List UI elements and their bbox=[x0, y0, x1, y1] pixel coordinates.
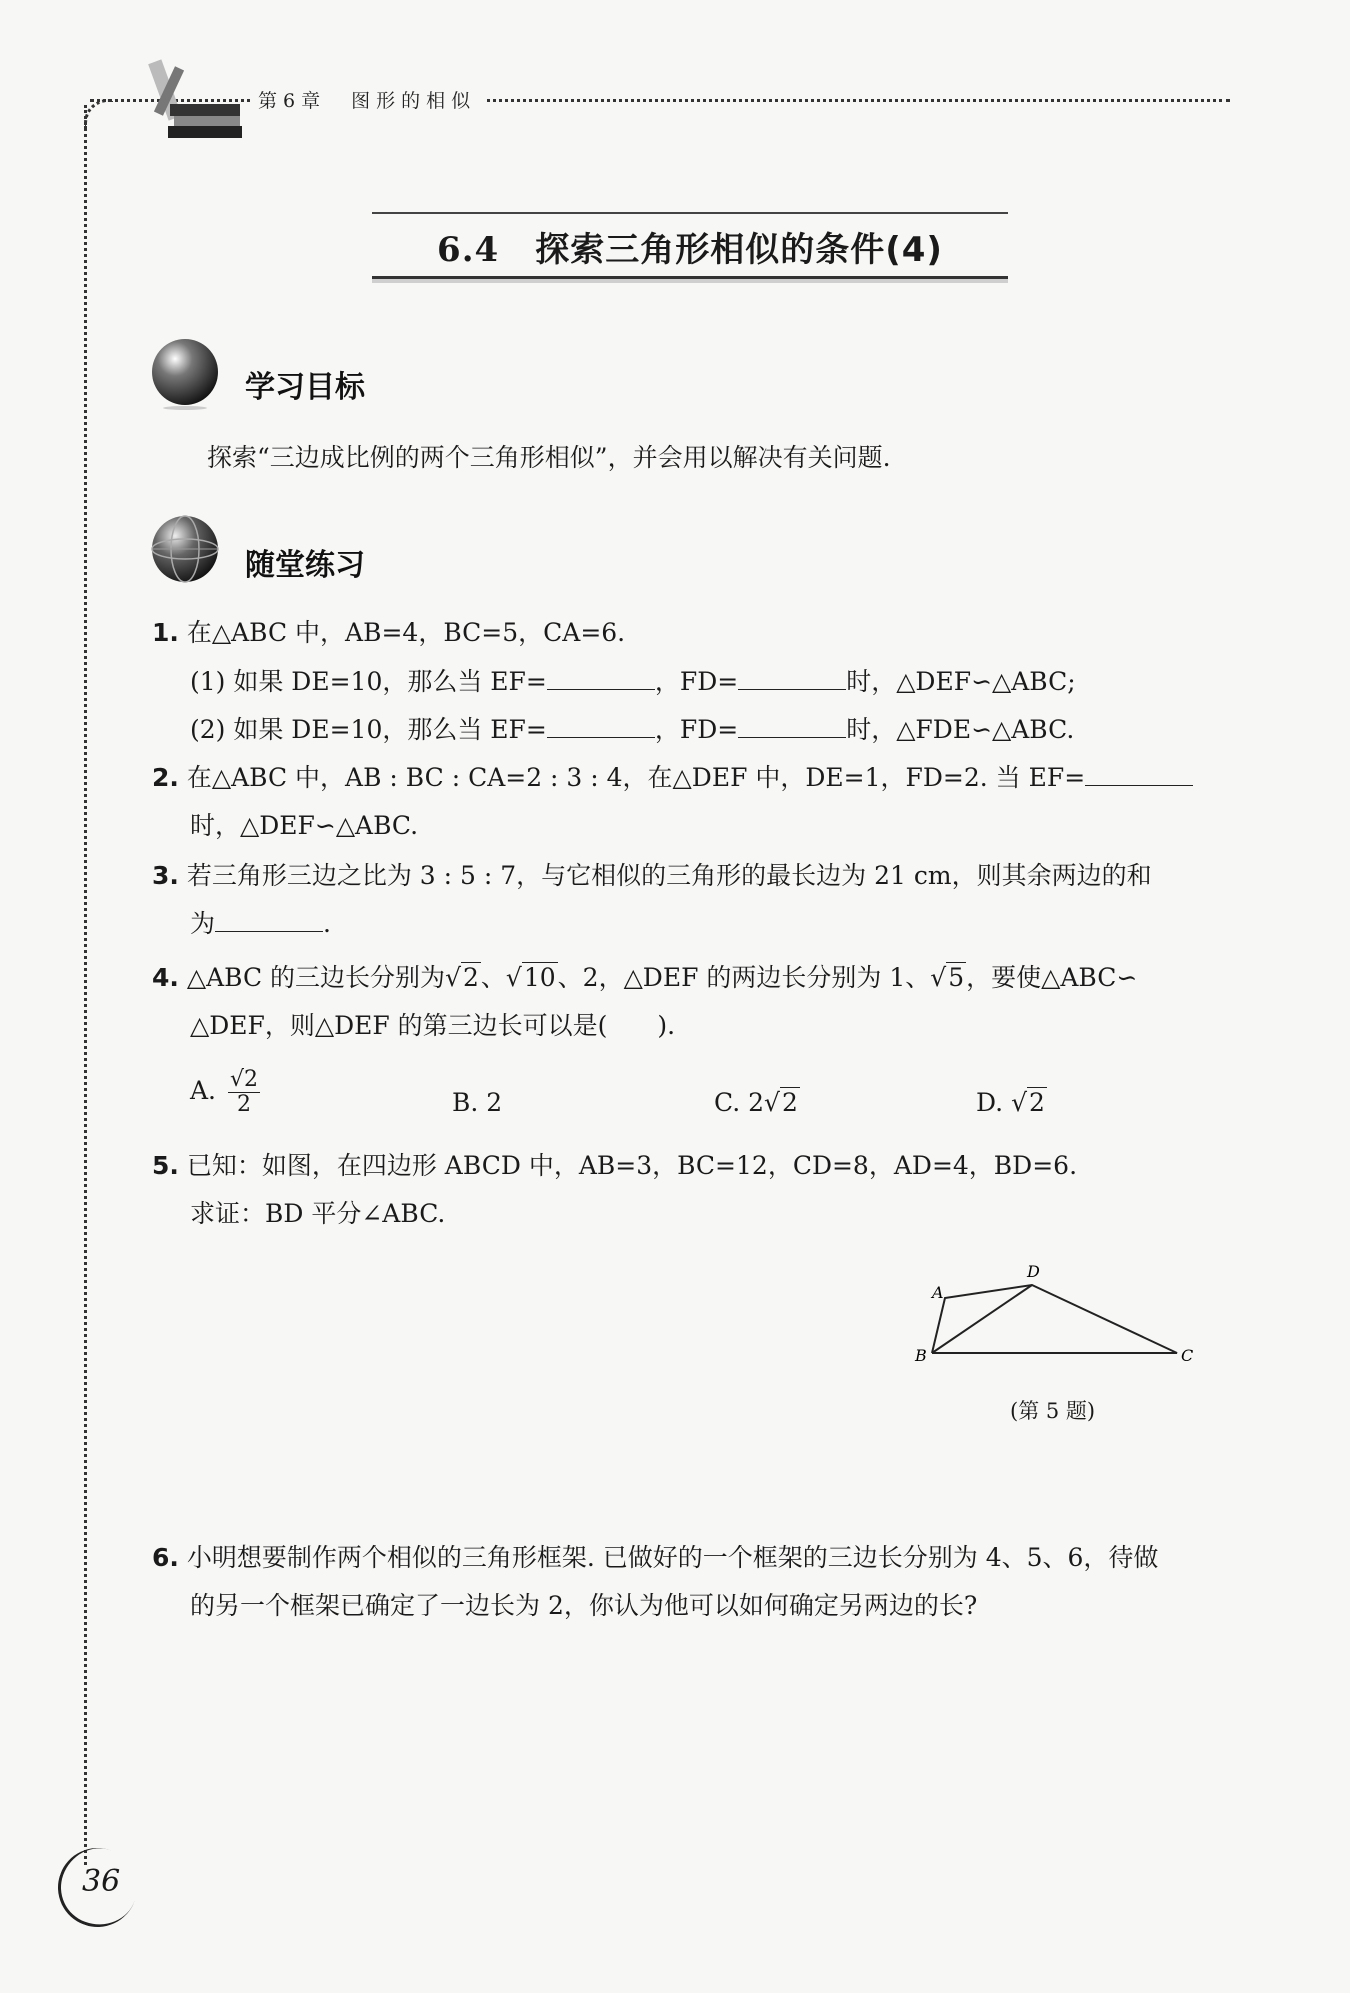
option-d[interactable] bbox=[976, 1088, 1047, 1117]
book-stack-icon bbox=[140, 56, 250, 142]
question-4-number: 4. bbox=[152, 963, 179, 992]
quadrilateral-figure bbox=[905, 1255, 1205, 1375]
title-top-rule bbox=[372, 212, 1008, 214]
sqrt-symbol: √5 bbox=[930, 963, 965, 992]
radicand: 2 bbox=[1029, 1088, 1045, 1117]
question-4-line-1 bbox=[152, 960, 1137, 995]
radicand: 5 bbox=[948, 963, 965, 992]
q1-part2-text-b: ，FD= bbox=[654, 715, 739, 744]
answer-blank[interactable] bbox=[547, 715, 655, 738]
q1-part1-text-c: 时，△DEF∽△ABC; bbox=[846, 667, 1076, 696]
vertex-label-a: A bbox=[932, 1283, 944, 1302]
option-b-label: B. bbox=[452, 1088, 479, 1117]
question-3-number: 3. bbox=[152, 861, 179, 890]
option-a[interactable] bbox=[190, 1068, 260, 1117]
vertex-label-c: C bbox=[1181, 1346, 1194, 1365]
sqrt-symbol: √2 bbox=[1011, 1088, 1045, 1117]
option-c[interactable] bbox=[714, 1088, 800, 1117]
section-title bbox=[372, 222, 1008, 271]
q1-part1-text-b: ，FD= bbox=[654, 667, 739, 696]
option-c-label: C. bbox=[714, 1088, 741, 1117]
header-corner-border bbox=[84, 99, 113, 128]
question-2-number: 2. bbox=[152, 763, 179, 792]
title-shadow bbox=[372, 279, 1008, 283]
radicand: 2 bbox=[781, 1088, 798, 1117]
answer-blank[interactable] bbox=[738, 667, 846, 690]
option-a-label: A. bbox=[190, 1076, 217, 1106]
side-dotted-rule bbox=[84, 105, 87, 1865]
question-5-line-1 bbox=[152, 1148, 1077, 1183]
q3-text-b: . bbox=[323, 909, 331, 938]
question-2-line-1 bbox=[152, 760, 1193, 795]
question-6-number: 6. bbox=[152, 1543, 179, 1572]
q4-text-b: 、2，△DEF 的两边长分别为 1、 bbox=[557, 963, 931, 992]
figure-caption: (第 5 题) bbox=[1010, 1399, 1096, 1423]
question-1-part-2 bbox=[190, 712, 1074, 747]
chapter-title: 第6章 图形的相似 bbox=[250, 86, 484, 113]
objectives-heading: 学习目标 bbox=[245, 370, 365, 405]
question-1-text: 在△ABC 中，AB=4，BC=5，CA=6. bbox=[186, 618, 626, 647]
option-d-label: D. bbox=[976, 1088, 1004, 1117]
answer-blank[interactable] bbox=[215, 909, 323, 932]
question-1-part-1 bbox=[190, 664, 1076, 699]
question-1-number: 1. bbox=[152, 618, 179, 647]
question-5-text: 已知：如图，在四边形 ABCD 中，AB=3，BC=12，CD=8，AD=4，BD=6. bbox=[186, 1151, 1078, 1180]
practice-heading: 随堂练习 bbox=[245, 548, 365, 583]
question-6-line-1 bbox=[152, 1540, 1158, 1575]
radicand: 2 bbox=[244, 1067, 258, 1092]
section-number: 6.4 bbox=[437, 230, 500, 270]
vertex-label-d: D bbox=[1027, 1262, 1040, 1281]
q3-text-a: 为 bbox=[190, 909, 216, 938]
answer-blank[interactable] bbox=[547, 667, 655, 690]
q4-text-c: ，要使△ABC∽ bbox=[966, 963, 1138, 992]
question-2-text: 在△ABC 中，AB : BC : CA=2 : 3 : 4，在△DEF 中，DE=1，FD=2. 当 EF= bbox=[186, 763, 1086, 792]
diagonal-bd bbox=[932, 1285, 1032, 1353]
q1-part1-text-a: (1) 如果 DE=10，那么当 EF= bbox=[190, 667, 547, 696]
question-5-number: 5. bbox=[152, 1151, 179, 1180]
radicand: 10 bbox=[523, 963, 556, 992]
question-6-text: 小明想要制作两个相似的三角形框架. 已做好的一个框架的三边长分别为 4、5、6，待做 bbox=[186, 1543, 1159, 1572]
sqrt-symbol: √10 bbox=[505, 963, 556, 992]
question-4-line-2: △DEF，则△DEF 的第三边长可以是( ). bbox=[190, 1011, 676, 1040]
sqrt-symbol: √2 bbox=[764, 1088, 798, 1117]
q1-part2-text-c: 时，△FDE∽△ABC. bbox=[846, 715, 1075, 744]
answer-blank[interactable] bbox=[1085, 763, 1193, 786]
option-b[interactable] bbox=[452, 1088, 502, 1117]
page-number: 36 bbox=[82, 1864, 121, 1899]
question-2-line-2: 时，△DEF∽△ABC. bbox=[190, 811, 419, 840]
question-5-line-2: 求证：BD 平分∠ABC. bbox=[190, 1199, 446, 1228]
section-title-text: 探索三角形相似的条件(4) bbox=[535, 230, 943, 270]
q4-separator: 、 bbox=[480, 963, 506, 992]
answer-blank[interactable] bbox=[738, 715, 846, 738]
globe-icon bbox=[150, 515, 220, 587]
fraction-numerator: √2 bbox=[229, 1067, 258, 1092]
question-3-line-2 bbox=[190, 906, 331, 941]
radicand: 2 bbox=[463, 963, 479, 992]
q4-text-a: △ABC 的三边长分别为 bbox=[186, 963, 446, 992]
option-c-coefficient: 2 bbox=[748, 1088, 765, 1117]
quadrilateral-outline bbox=[932, 1285, 1177, 1353]
q1-part2-text-a: (2) 如果 DE=10，那么当 EF= bbox=[190, 715, 547, 744]
fraction-denominator: 2 bbox=[236, 1092, 251, 1118]
sphere-icon bbox=[150, 338, 220, 410]
objectives-text: 探索“三边成比例的两个三角形相似”，并会用以解决有关问题. bbox=[207, 443, 891, 472]
question-1-stem bbox=[152, 615, 625, 650]
question-3-line-1 bbox=[152, 858, 1152, 893]
question-3-text: 若三角形三边之比为 3 : 5 : 7，与它相似的三角形的最长边为 21 cm，则其余两边的和 bbox=[186, 861, 1152, 890]
sqrt-symbol: √2 bbox=[445, 963, 479, 992]
question-6-line-2: 的另一个框架已确定了一边长为 2，你认为他可以如何确定另两边的长? bbox=[190, 1591, 978, 1620]
option-b-value: 2 bbox=[486, 1088, 503, 1117]
fraction bbox=[228, 1068, 260, 1117]
vertex-label-b: B bbox=[915, 1346, 927, 1365]
